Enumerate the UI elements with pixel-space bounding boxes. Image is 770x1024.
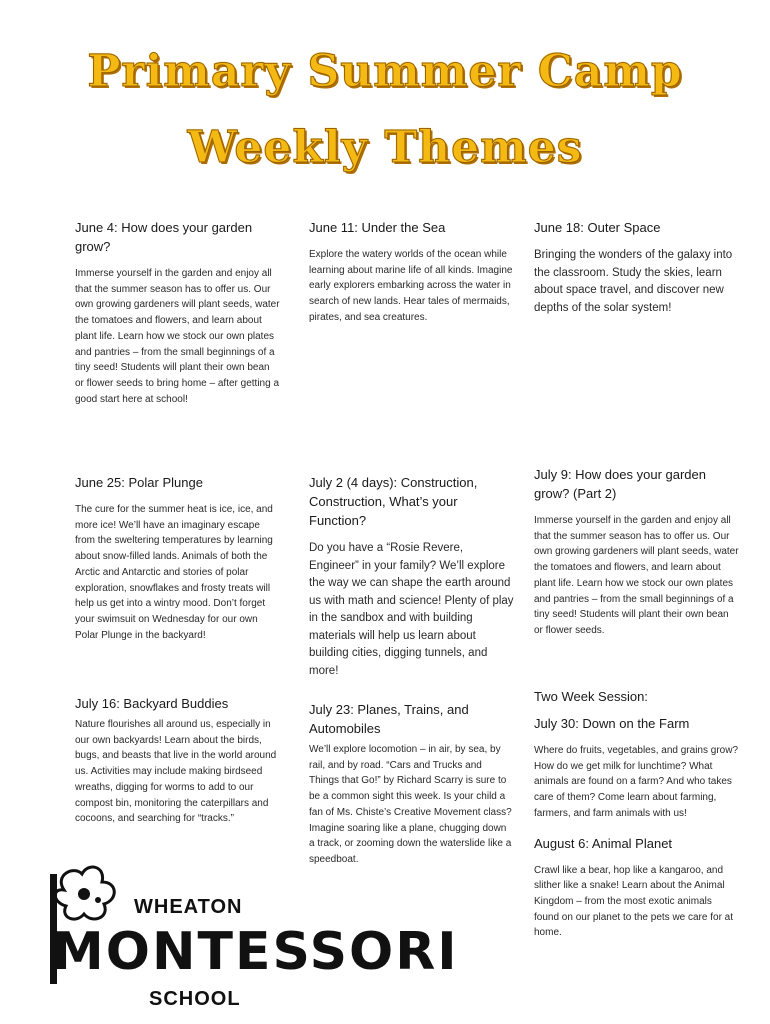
logo-school: SCHOOL: [149, 988, 241, 1010]
week-heading: July 2 (4 days): Construction, Construction, What’s your Function?: [309, 475, 478, 528]
week-heading: July 16: Backyard Buddies: [75, 696, 229, 711]
week-july-23: [309, 700, 514, 868]
week-july-16: [75, 694, 280, 827]
week-description: Immerse yourself in the garden and enjoy all that the summer season has to offer us. Our own growing gardeners will plant seeds, water the tomatoes and flowers, and learn about plant life. Learn how we stock our own plates and pantries – from the small beginnings of a tiny seed! Students will plant their own bean or flower seeds.: [534, 515, 739, 636]
week-june-25: [75, 473, 280, 643]
week-july-2: [309, 473, 514, 680]
week-heading-2: August 6: Animal Planet: [534, 835, 673, 851]
school-logo: [44, 860, 459, 1020]
week-description-2: Crawl like a bear, hop like a kangaroo, and slither like a snake! Learn about the Animal Kingdom – from the most exotic animals found on our planet to the pets we care for at home.: [534, 864, 734, 939]
week-june-18: [534, 218, 739, 317]
week-heading: June 4: How does your garden grow?: [75, 220, 253, 254]
page-title-line-2: Weekly Themes: [187, 122, 583, 173]
week-june-11: [309, 218, 514, 326]
week-heading: June 25: Polar Plunge: [75, 475, 203, 490]
week-description: We’ll explore locomotion – in air, by sea, by rail, and by road. “Cars and Trucks and Things that Go!” by Richard Scarry is sure to be a common sight this week. Is your child a fan of Ms. Chiste’s Creative Movement class? Imagine soaring like a plane, chugging down a track, or zooming down the waterslide like a speedboat.: [309, 744, 512, 865]
week-description: Where do fruits, vegetables, and grains grow? How do we get milk for lunchtime? What animals are found on a farm? And who takes care of them? Come learn about farming, farmers, and farm animals with us!: [534, 745, 738, 819]
page-title-line-1: Primary Summer Camp: [87, 46, 683, 97]
week-june-4: [75, 218, 280, 407]
week-heading: July 30: Down on the Farm: [534, 716, 690, 731]
week-july-9: [534, 465, 739, 639]
week-description: Nature flourishes all around us, especially in our own backyards! Learn about the birds, bugs, and beasts that live in the world around us. Activities may include making birdseed wreaths, digging for worms to add to our compost bin, monitoring the caterpillars and cocoons, and searching for “tracks.”: [75, 719, 277, 825]
week-description: Explore the watery worlds of the ocean while learning about marine life of all kinds. Imagine early explorers embarking across the water in search of new lands. Hear tales of mermaids, pirates, and sea creatures.: [309, 249, 513, 323]
logo-montessori: MONTESSORI: [52, 922, 459, 982]
week-description: Immerse yourself in the garden and enjoy all that the summer season has to offer us. Our own growing gardeners will plant seeds, water the tomatoes and flowers, and learn about plant life. Learn how we stock our own plates and pantries – from the small beginnings of a tiny seed! Students will plant their own bean or flower seeds to bring home – after getting a good start here at school!: [75, 268, 280, 405]
week-heading: June 11: Under the Sea: [309, 220, 446, 235]
week-heading: July 23: Planes, Trains, and Automobiles: [309, 702, 469, 736]
week-description: Bringing the wonders of the galaxy into the classroom. Study the skies, learn about space travel, and discover new depths of the solar system!: [534, 249, 733, 314]
logo-wheaton: WHEATON: [134, 896, 243, 918]
week-description: The cure for the summer heat is ice, ice, and more ice! We’ll have an imaginary escape from the sweltering temperatures by learning about snow-filled lands. Animals of both the Arctic and Antarctic and stories of polar exploration, snowflakes and frosty treats will help us get into a wintry mood. Don’t forget your swimsuit on Wednesday for our own Polar Plunge in the backyard!: [75, 504, 273, 641]
week-description: Do you have a “Rosie Revere, Engineer” in your family? We’ll explore the way we can shape the earth around us with math and science! Plenty of play in the sandbox and with building materials will help us learn about building cities, digging tunnels, and more!: [309, 542, 514, 677]
week-july-30-august-6: [534, 687, 739, 941]
week-heading: July 9: How does your garden grow? (Part 2): [534, 467, 706, 501]
week-heading: June 18: Outer Space: [534, 220, 661, 235]
session-note: Two Week Session:: [534, 689, 648, 704]
